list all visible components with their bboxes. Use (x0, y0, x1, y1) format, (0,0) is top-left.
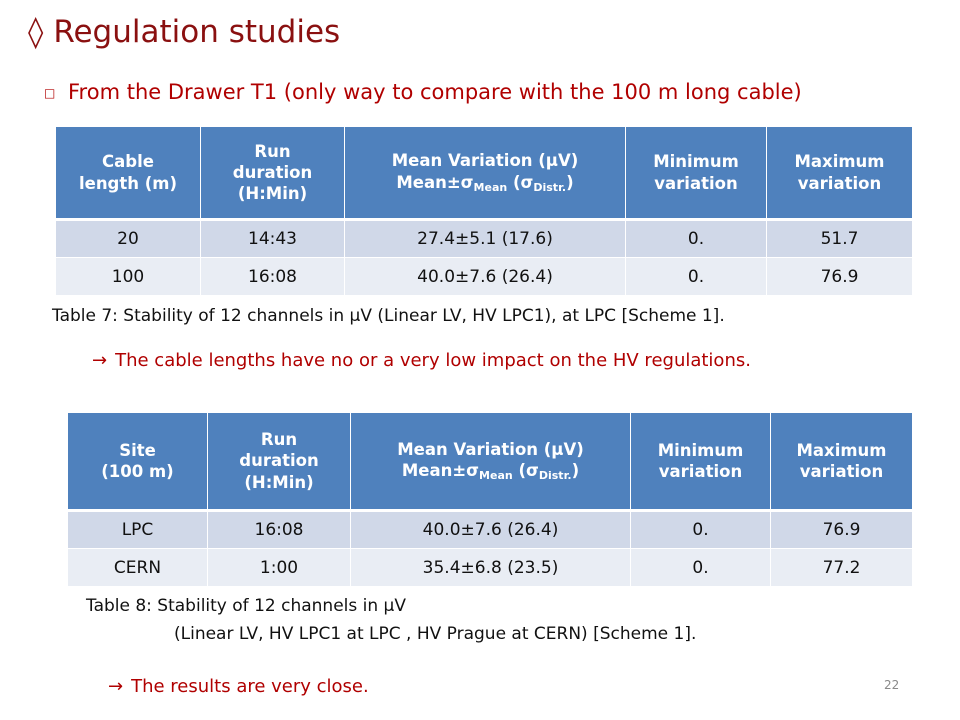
table-site (67, 412, 913, 587)
table8-caption-line1: Table 8: Stability of 12 channels in µV (86, 596, 406, 616)
cell-site: LPC (68, 511, 208, 549)
header-maximum-variation: Maximum variation (771, 413, 913, 511)
diamond-icon: ◊ (28, 14, 44, 50)
square-bullet-icon: □ (44, 86, 56, 100)
note-results-text: The results are very close. (131, 676, 369, 697)
table-row (68, 511, 913, 549)
right-arrow-icon: → (108, 676, 124, 697)
cell-site: CERN (68, 549, 208, 587)
cell-maximum-variation: 76.9 (771, 511, 913, 549)
note-results (108, 676, 369, 697)
cell-minimum-variation: 0. (626, 258, 767, 296)
cell-maximum-variation: 76.9 (767, 258, 913, 296)
cell-minimum-variation: 0. (631, 549, 771, 587)
cell-cable-length: 20 (56, 220, 201, 258)
cell-run-duration: 16:08 (201, 258, 345, 296)
header-site: Site (100 m) (68, 413, 208, 511)
cell-mean-variation: 35.4±6.8 (23.5) (351, 549, 631, 587)
cell-maximum-variation: 51.7 (767, 220, 913, 258)
cell-run-duration: 14:43 (201, 220, 345, 258)
header-run-duration: Run duration (H:Min) (208, 413, 351, 511)
cell-mean-variation: 40.0±7.6 (26.4) (351, 511, 631, 549)
table-row (56, 220, 913, 258)
header-run-duration: Run duration (H:Min) (201, 127, 345, 220)
cell-run-duration: 16:08 (208, 511, 351, 549)
slide-title-text: Regulation studies (53, 14, 341, 50)
cell-mean-variation: 27.4±5.1 (17.6) (345, 220, 626, 258)
table-row (68, 549, 913, 587)
table-header-row (68, 413, 913, 511)
subtitle (44, 80, 802, 104)
subtitle-text: From the Drawer T1 (only way to compare with the 100 m long cable) (68, 80, 802, 104)
header-maximum-variation: Maximum variation (767, 127, 913, 220)
cell-minimum-variation: 0. (626, 220, 767, 258)
right-arrow-icon: → (92, 350, 108, 371)
table7-caption: Table 7: Stability of 12 channels in µV (Linear LV, HV LPC1), at LPC [Scheme 1]. (52, 306, 725, 326)
header-cable-length: Cable length (m) (56, 127, 201, 220)
table-row (56, 258, 913, 296)
table-header-row (56, 127, 913, 220)
header-minimum-variation: Minimum variation (626, 127, 767, 220)
cell-maximum-variation: 77.2 (771, 549, 913, 587)
table-cable-length (55, 126, 913, 296)
header-mean-variation: Mean Variation (µV) $Mean\pm\sigma_{Mean}$ $(\sigma_{Distr.})$ (345, 127, 626, 220)
page-number: 22 (884, 678, 900, 692)
cell-cable-length: 100 (56, 258, 201, 296)
cell-run-duration: 1:00 (208, 549, 351, 587)
header-mean-variation: Mean Variation (µV) $Mean\pm\sigma_{Mean}$ $(\sigma_{Distr.})$ (351, 413, 631, 511)
table8-caption-line2: (Linear LV, HV LPC1 at LPC , HV Prague at CERN) [Scheme 1]. (174, 624, 697, 644)
slide-title (28, 14, 340, 50)
note-cable-impact (92, 350, 751, 371)
note-cable-impact-text: The cable lengths have no or a very low impact on the HV regulations. (115, 350, 751, 371)
cell-minimum-variation: 0. (631, 511, 771, 549)
header-minimum-variation: Minimum variation (631, 413, 771, 511)
cell-mean-variation: 40.0±7.6 (26.4) (345, 258, 626, 296)
